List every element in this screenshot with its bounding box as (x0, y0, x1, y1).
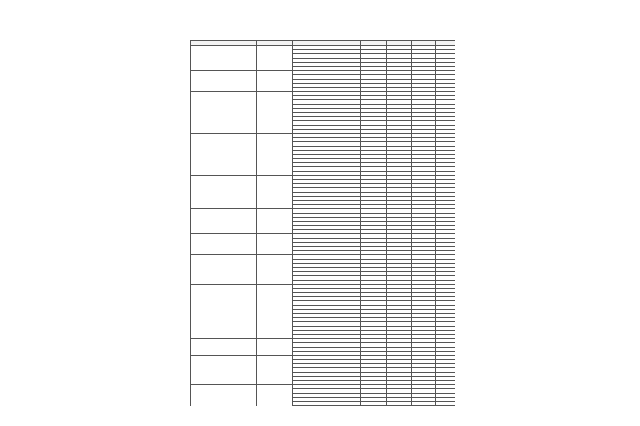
school-cell (191, 133, 257, 175)
school-cell (191, 284, 257, 338)
school-cell (191, 92, 257, 134)
capacity-cell (257, 46, 293, 71)
capacity-cell (257, 284, 293, 338)
exam-schedule-table-container (190, 40, 455, 406)
capacity-cell (257, 71, 293, 92)
school-cell (191, 209, 257, 234)
capacity-cell (257, 209, 293, 234)
school-cell (191, 385, 257, 406)
capacity-cell (257, 385, 293, 406)
capacity-cell (257, 355, 293, 384)
school-cell (191, 339, 257, 356)
exam-schedule-table (190, 40, 455, 406)
school-cell (191, 234, 257, 255)
capacity-cell (257, 133, 293, 175)
school-cell (191, 46, 257, 71)
capacity-cell (257, 175, 293, 209)
school-cell (191, 255, 257, 284)
capacity-cell (257, 234, 293, 255)
capacity-cell (257, 92, 293, 134)
capacity-cell (257, 255, 293, 284)
capacity-cell (257, 339, 293, 356)
school-cell (191, 71, 257, 92)
school-cell (191, 175, 257, 209)
school-cell (191, 355, 257, 384)
table-body (191, 46, 456, 407)
